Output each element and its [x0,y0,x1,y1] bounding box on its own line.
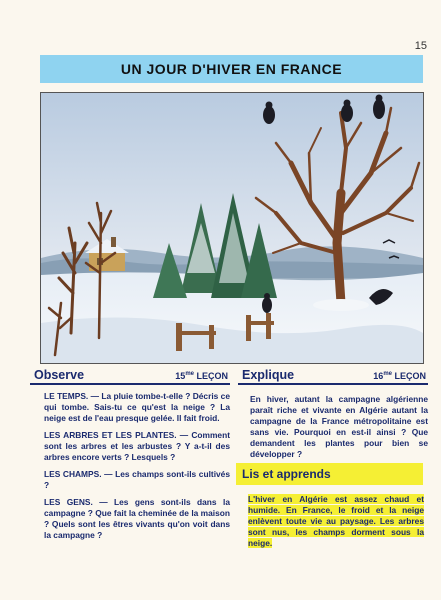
observe-heading: Observe [34,368,85,382]
paragraph-people: LES GENS. — Les gens sont-ils dans la campagne ? Que fait la cheminée de la maison ? Quels sont les êtres vivants qu'on voit dans la campagne ? [44,497,230,540]
explique-header [238,368,428,385]
page-title: UN JOUR D'HIVER EN FRANCE [120,61,343,77]
observe-header [30,368,230,385]
title-banner [40,55,423,83]
lis-text: L'hiver en Algérie est assez chaud et humide. En France, le froid et la neige enlèvent toute vie au paysage. Les arbres sont nus, les champs dorment sous la neige. [248,494,424,548]
lis-heading: Lis et apprends [242,467,331,481]
observe-column [30,368,230,541]
lis-et-apprends-box [236,463,423,485]
page-number: 15 [414,40,427,52]
explique-heading: Explique [242,368,295,382]
paragraph-fields: LES CHAMPS. — Les champs sont-ils cultivés ? [44,469,230,490]
lesson-16-label: $16^{me}$ LEÇON [373,371,426,381]
winter-landscape-illustration [40,92,424,364]
paragraph-trees: LES ARBRES ET LES PLANTES. — Comment sont les arbres et les arbustes ? Y a-t-il des arbres encore verts ? Lesquels ? [44,430,230,462]
explique-column [238,368,428,460]
tree-snow-base [313,299,369,311]
explique-paragraph: En hiver, autant la campagne algérienne paraît riche et vivante en Algérie autant la campagne de la France métropolitaine est sans vie. Pourquoi en est-il ainsi ? Que demandent les plantes pour bien se développer ? [250,394,428,459]
lesson-15-label: $15^{me}$ LEÇON [175,371,228,381]
paragraph-weather: LE TEMPS. — La pluie tombe-t-elle ? Décris ce qui tombe. Sais-tu ce qu'est la neige ? La neige est de l'eau presque gelée. Il fait froid. [44,391,230,423]
